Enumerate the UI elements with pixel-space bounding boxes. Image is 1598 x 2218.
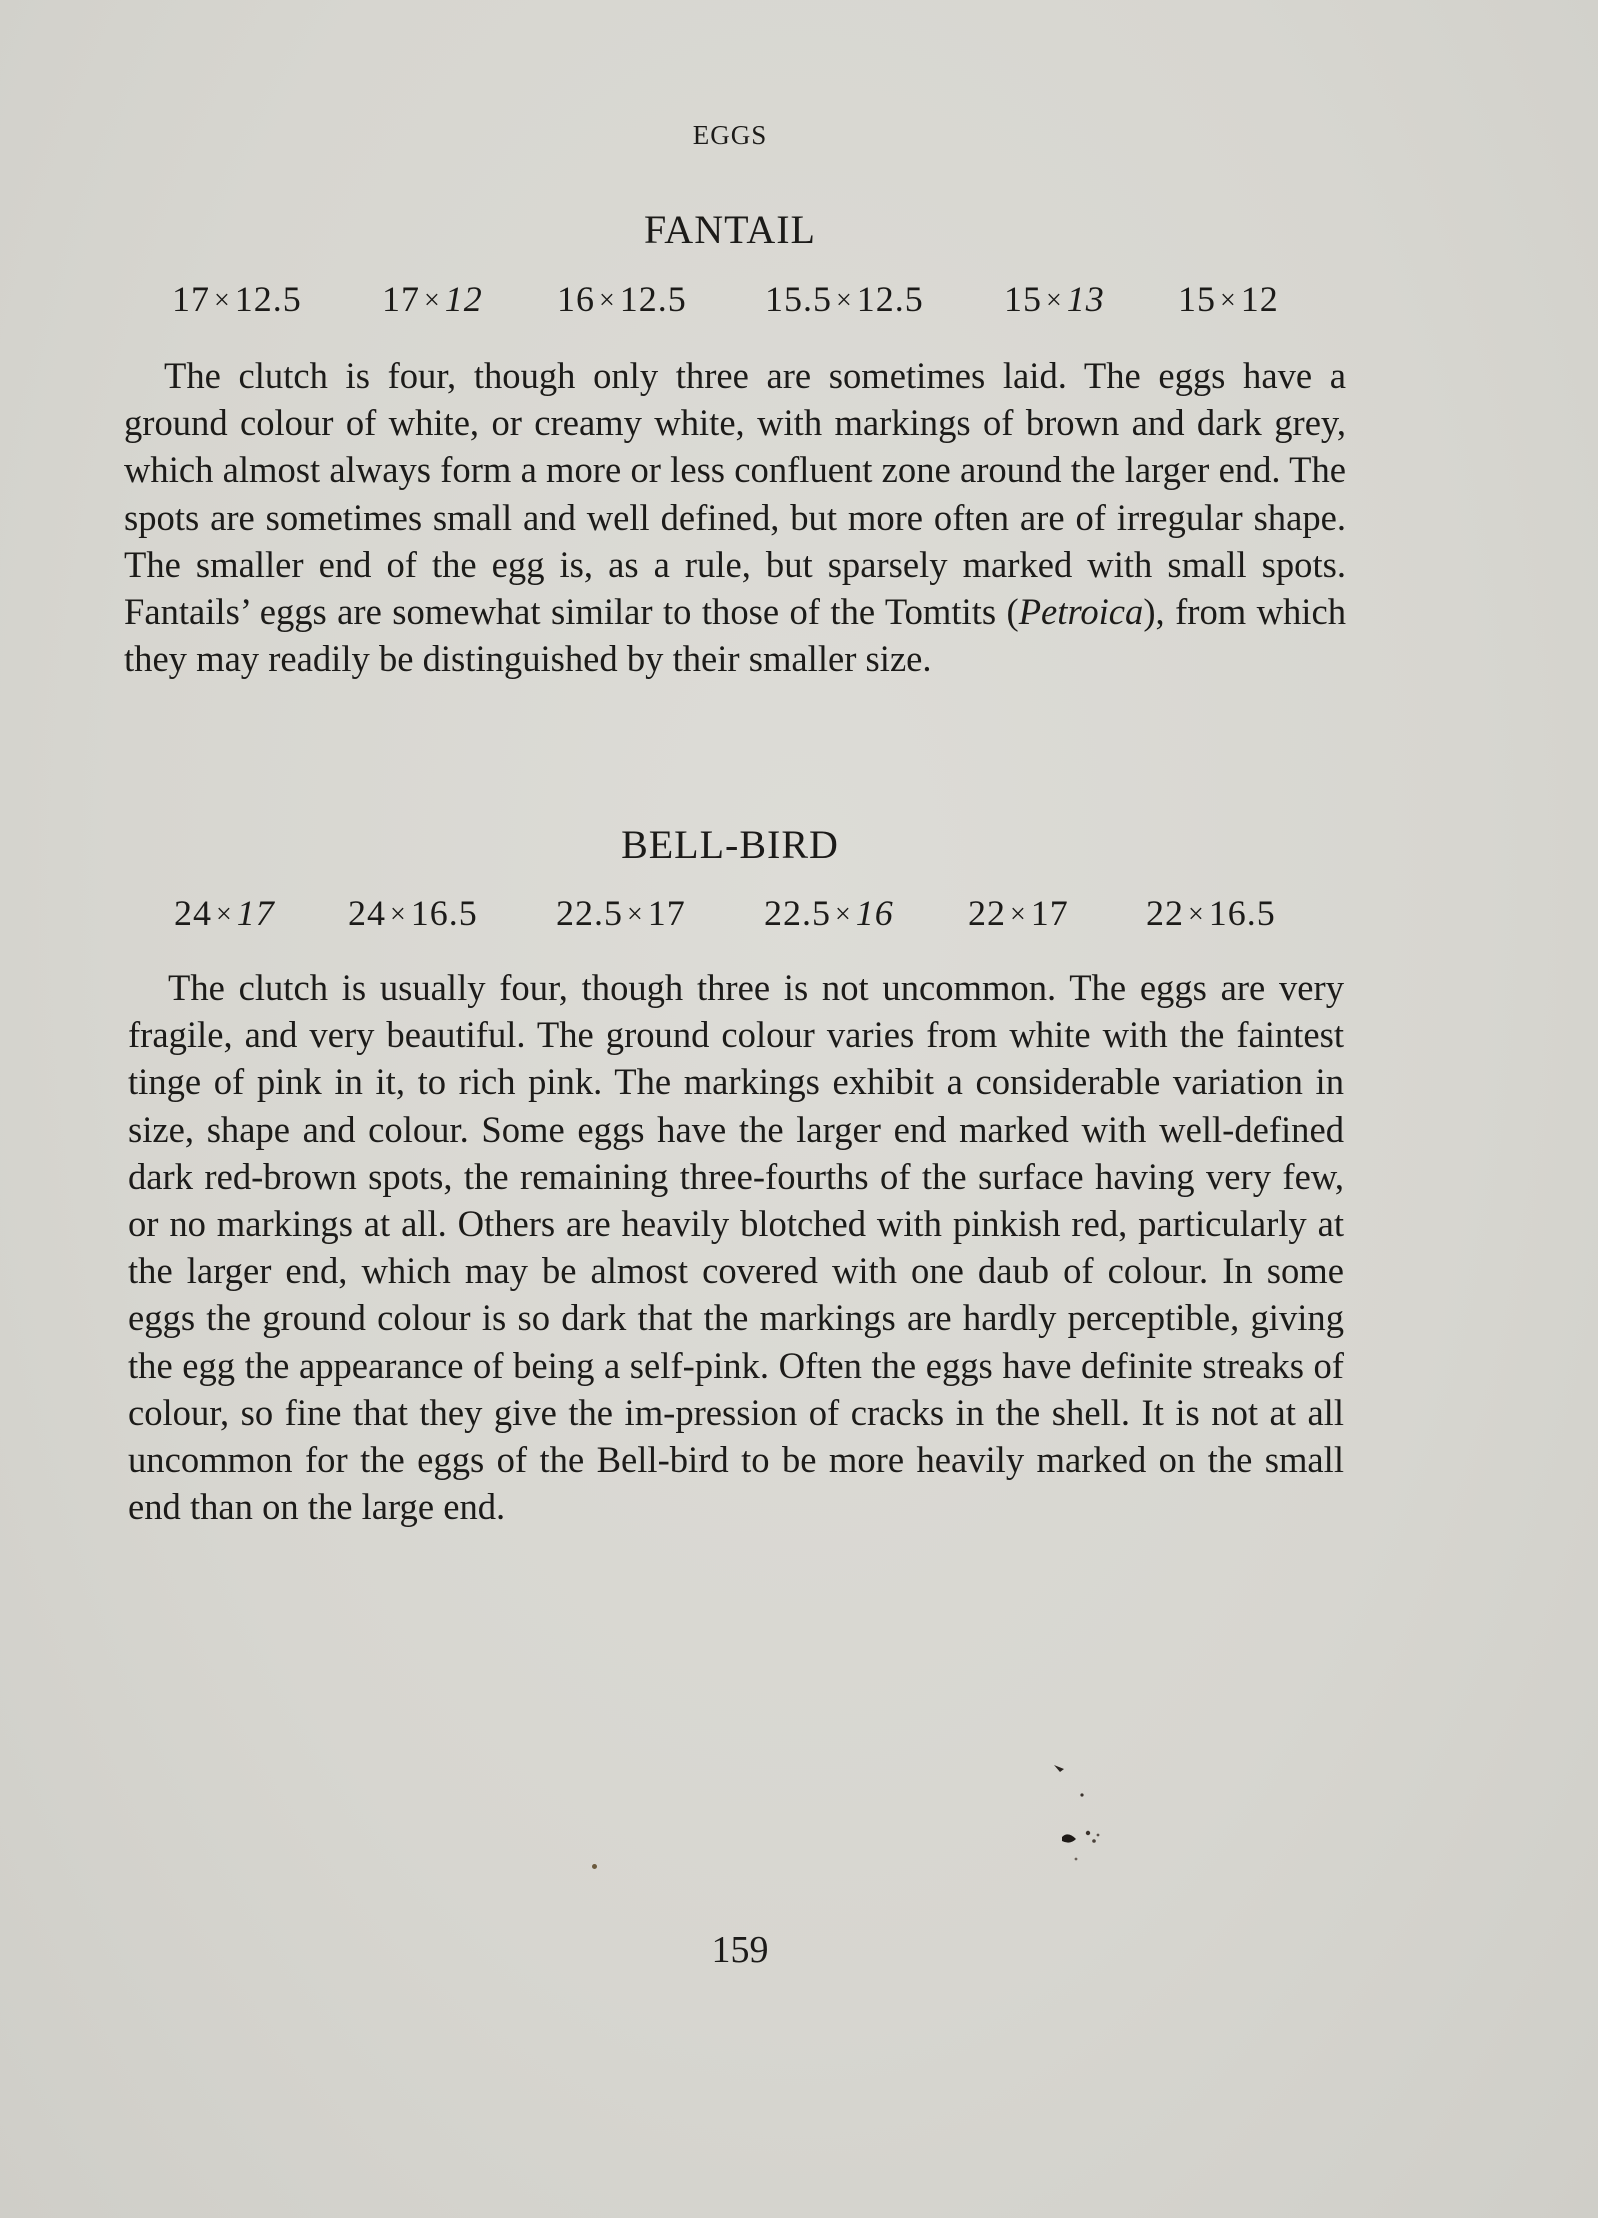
measurement: 22.5 × 17 (556, 893, 686, 933)
measurement: 22.5 × 16 (764, 893, 894, 933)
paper-speck (592, 1864, 597, 1869)
measurement: 16 × 12.5 (557, 279, 687, 319)
section-title-fantail: FANTAIL (644, 207, 816, 252)
measurement: 24 × 17 (174, 893, 275, 933)
measurement: 17 × 12 (382, 279, 483, 319)
fantail-description: The clutch is four, though only three are sometimes laid. The eggs have a ground colour of white, or creamy white, with markings of brown and dark grey, which almost always form a more or less confluent zone around the larger end. The spots are sometimes small and well defined, but more often are of irregular shape. The smaller end of the egg is, as a rule, but sparsely marked with small spots. Fantails’ eggs are somewhat similar to those of the Tomtits (Petroica), from which they may readily be distinguished by their smaller size. (124, 355, 1346, 680)
ink-speck-marks (1040, 1755, 1140, 1885)
measurement: 17 × 12.5 (172, 279, 302, 319)
measurement: 22 × 16.5 (1146, 893, 1276, 933)
measurement: 15 × 12 (1178, 279, 1279, 319)
bell-bird-description: The clutch is usually four, though three is not uncommon. The eggs are very fragile, and very beautiful. The ground colour varies from white with the faintest tinge of pink in it, to rich pink. The markings exhibit a considerable variation in size, shape and colour. Some eggs have the larger end marked with well-defined dark red-brown spots, the remaining three-fourths of the surface having very few, or no markings at all. Others are heavily blotched with pinkish red, particularly at the larger end, which may be almost covered with one daub of colour. In some eggs the ground colour is so dark that the markings are hardly perceptible, giving the egg the appearance of being a self-pink. Often the eggs have definite streaks of colour, so fine that they give the im-pression of cracks in the shell. It is not at all uncommon for the eggs of the Bell-bird to be more heavily marked on the small end than on the large end. (128, 967, 1344, 1528)
measurement: 15.5 × 12.5 (765, 279, 924, 319)
measurement: 24 × 16.5 (348, 893, 478, 933)
measurements-fantail (120, 278, 1360, 328)
running-head: EGGS (692, 120, 768, 150)
page-number: 159 (711, 1929, 769, 1971)
measurement: 15 × 13 (1004, 279, 1105, 319)
section-title-bell-bird: BELL-BIRD (621, 822, 839, 867)
measurement: 22 × 17 (968, 893, 1069, 933)
measurements-bell-bird (120, 892, 1360, 942)
